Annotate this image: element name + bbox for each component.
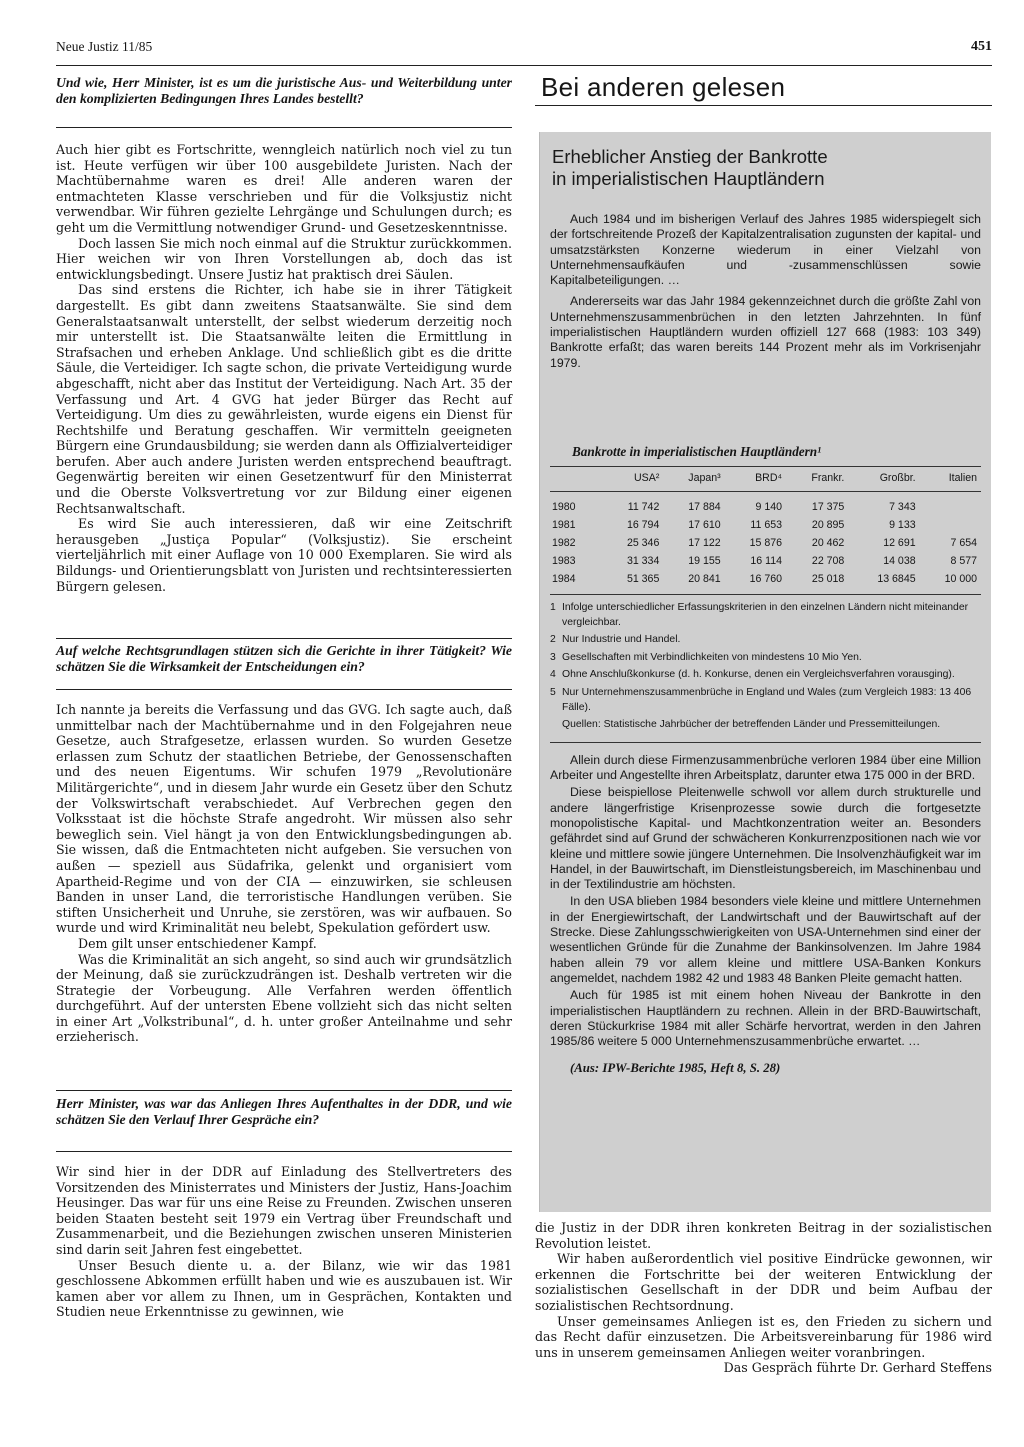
table-cell: 1984 bbox=[550, 570, 602, 595]
table-cell: 1983 bbox=[552, 555, 576, 567]
footnote-number bbox=[550, 718, 562, 733]
footnote-number: 4 bbox=[550, 669, 556, 681]
table-cell: 14 038 bbox=[883, 555, 916, 567]
table-cell: 1981 bbox=[552, 519, 576, 531]
paragraph: Diese beispiellose Pleitenwelle schwoll vor allem durch strukturelle und andere längerfristige Krisenprozesse sowie durch die fortgesetzte monopolistische Kapital- und Machtkonzentration weiter an. Besonders gefährdet sind auf Grund der schwächeren Konkurrenzpositionen nach wie vor kleine und mittlere sowie jüngere Unternehmen. Die Insolvenzhäufigkeit war im Handel, in der Bauwirtschaft, im Dienstleistungsbereich, im Maschinenbau und in der Textilindustrie am höchsten. bbox=[550, 785, 981, 892]
paragraph: Auch 1984 und im bisherigen Verlauf des Jahres 1985 widerspiegelt sich der fortschreitende Prozeß der Kapitalzentralisation zugunsten der kapital- und umsatzstärksten Konzerne wiederum in einer Vielzahl von Unternehmensaufkäufen und -zusammenschlüssen sowie Kapitalbeteiligungen. … bbox=[550, 212, 981, 288]
paragraph: Unser gemeinsames Anliegen ist es, den Frieden zu sichern und das Recht dafür einzusetzen. Die Arbeitsvereinbarung für 1986 wird uns in unserem gemeinsamen Anliegen weiter voranbringen. bbox=[535, 1313, 992, 1360]
paragraph: Das sind erstens die Richter, ich habe sie in ihrer Tätigkeit dargestellt. Es gibt dann zweitens Staatsanwälte. Sie sind dem Generalstaatsanwalt unterstellt, der selbst wiederum derzeitig noch mir unterstellt ist. Die Staatsanwälte leiten die Ermittlung in Strafsachen und erheben Anklage. Und schließlich gibt es die dritte Säule, die Verteidiger. Ich sagte schon, die private Verteidigung wurde abgeschafft, nicht aber das Institut der Verteidigung. Nach Art. 35 der Verfassung und Art. 4 GVG hat jeder Bürger das Recht auf Verteidigung. Um dies zu gewährleisten, wurde eigens ein Dienst für Rechtshilfe und Beratung geschaffen. Wir vermitteln geeigneten Bürgern eine Grundausbildung; sie werden dann als Offizialverteidiger berufen. Aber auch andere Juristen werden entsprechend beauftragt. Gegenwärtig bereiten wir einen Gesetzentwurf für den Ministerrat und die Oberste Volksvertretung vor zur Bildung einer eigenen Rechtsanwaltschaft. bbox=[56, 282, 512, 516]
column-header: Italien bbox=[920, 467, 981, 492]
table-row bbox=[550, 492, 981, 517]
table-cell bbox=[920, 492, 981, 517]
footnote bbox=[550, 651, 981, 666]
paragraph: die Justiz in der DDR ihren konkreten Beitrag in der sozialistischen Revolution leistet. bbox=[535, 1220, 992, 1251]
column-header: Großbr. bbox=[848, 467, 919, 492]
table-title: Bankrotte in imperialistischen Hauptländern¹ bbox=[572, 444, 822, 459]
interview-continuation bbox=[535, 1220, 992, 1376]
footnote-text: Infolge unterschiedlicher Erfassungskriterien in den einzelnen Ländern nicht miteinander vergleichbar. bbox=[562, 602, 969, 628]
left-column bbox=[56, 72, 512, 1372]
interview-answer-1 bbox=[56, 128, 512, 638]
excerpt-box bbox=[539, 132, 991, 1212]
table-cell: 20 462 bbox=[811, 537, 845, 549]
interview-question-3: Herr Minister, was war das Anliegen Ihres Aufenthaltes in der DDR, und wie schätzen Sie den Verlauf Ihrer Gespräche ein? bbox=[56, 1090, 512, 1152]
table-cell: 16 794 bbox=[626, 519, 660, 531]
paragraph: Auch für 1985 ist mit einem hohen Niveau der Bankrotte in den imperialistischen Hauptländern zu rechnen. Allein in der BRD-Bauwirtschaft, deren Stückurkrise 1984 mit aller Schärfe hervortrat, werden in den Jahren 1985/86 weitere 5 000 Unternehmenszusammenbrüche erwartet. … bbox=[550, 988, 981, 1049]
paragraph: Wir sind hier in der DDR auf Einladung des Stellvertreters des Vorsitzenden des Ministerrates und Ministers der Justiz, Hans-Joachim Heusinger. Das war für uns eine Reise zu Freunden. Zwischen unseren beiden Staaten besteht seit 1979 ein Vertrag über Freundschaft und Zusammenarbeit, und die Beziehungen zwischen unseren Ministerien sind darin seit Jahren fest eingebettet. bbox=[56, 1164, 512, 1257]
table-cell: 51 365 bbox=[602, 570, 663, 595]
table-row bbox=[550, 552, 981, 570]
table-cell: 20 841 bbox=[663, 570, 724, 595]
footnote bbox=[550, 668, 981, 683]
table-cell: 12 691 bbox=[883, 537, 916, 549]
table-cell: 1980 bbox=[552, 501, 576, 513]
footnote-text: Quellen: Statistische Jahrbücher der betreffenden Länder und Pressemitteilungen. bbox=[562, 719, 941, 731]
table-cell: 11 742 bbox=[627, 501, 660, 513]
right-column bbox=[535, 72, 992, 1376]
interview-question-1: Und wie, Herr Minister, ist es um die juristische Aus- und Weiterbildung unter den komplizierten Bedingungen Ihres Landes bestellt? bbox=[56, 72, 512, 128]
interview-answer-2 bbox=[56, 690, 512, 1090]
paragraph: Andererseits war das Jahr 1984 gekennzeichnet durch die größte Zahl von Unternehmenszusammenbrüchen in den letzten Jahrzehnten. In fünf imperialistischen Hauptländern wurden offiziell 127 668 (1983: 103 349) Bankrotte erfaßt; das waren bereits 144 Prozent mehr als im Vorkrisenjahr 1979. bbox=[550, 294, 981, 370]
paragraph: Wir haben außerordentlich viel positive Eindrücke gewonnen, wir erkennen die Fortschritte bei der weiteren Entwicklung der sozialistischen Gesellschaft in der DDR und beim Aufbau der sozialistischen Rechtsordnung. bbox=[535, 1251, 992, 1313]
table-cell: 10 000 bbox=[920, 570, 981, 595]
paragraph: Auch hier gibt es Fortschritte, wenngleich natürlich noch viel zu tun ist. Heute verfügen wir über 100 ausgebildete Juristen. Nach der Machtübernahme waren es drei! Alle anderen waren der entmachteten Klasse verschrieben und für die Volksjustiz nicht verwendbar. Wir führen gezielte Lehrgänge und Schulungen durch; es geht um die Vermittlung notwendiger Grund- und Gesetzeskenntnisse. bbox=[56, 142, 512, 235]
column-header: Frankr. bbox=[786, 467, 848, 492]
paragraph: Dem gilt unser entschiedener Kampf. bbox=[78, 935, 317, 951]
paragraph: Ich nannte ja bereits die Verfassung und das GVG. Ich sagte auch, daß unmittelbar nach der Machtübernahme und in den Folgejahren neue Gesetze, auch Strafgesetze, erlassen wurden. So wurden Gesetze erlassen zum Schutz der staatlichen Betriebe, der Genossenschaften und des neuen Eigentums. Wir schufen 1979 „Revolutionäre Militärgerichte“, und in diesem Jahr wurde ein Gesetz über den Schutz der Volkswirtschaft verabschiedet. Auf Verbrechen gegen den Volksstaat ist die höchste Strafe angedroht. Wir müssen also sehr beweglich sein. Viel hängt ja von den Entwicklungsbedingungen ab. Sie wissen, daß die Entmachteten nicht aufgeben. Sie versuchen von außen — speziell aus Südafrika, gelenkt und organisiert vom Apartheid-Regime und von der CIA — einzuwirken, sie schleusen Banden in unser Land, die terroristische Handlungen verüben. Sie stiften Unsicherheit und Unruhe, sie zerstören, was wir aufbauen. So wurde und wird Kriminalität neu belebt, Spekulation gefördert usw. bbox=[56, 702, 512, 936]
footnote-number: 5 bbox=[550, 686, 556, 698]
table-cell: 31 334 bbox=[626, 555, 660, 567]
footnote-number: 1 bbox=[550, 602, 556, 613]
section-title: Bei anderen gelesen bbox=[535, 72, 992, 106]
table-header-row bbox=[550, 467, 981, 492]
footnote-sources bbox=[550, 718, 981, 733]
paragraph: Allein durch diese Firmenzusammenbrüche verloren 1984 über eine Million Arbeiter und Angestellte ihren Arbeitsplatz, darunter etwa 175 000 in der BRD. bbox=[550, 752, 981, 783]
table-cell: 17 610 bbox=[688, 519, 721, 531]
paragraph: In den USA blieben 1984 besonders viele kleine und mittlere Unternehmen in der Energiewirtschaft, der Landwirtschaft und der Bauwirtschaft auf der Strecke. Diese Zahlungsschwierigkeiten von USA-Unternehmen sind einer der wesentlichen Gründe für die Zunahme der Bankinsolvenzen. Im Jahre 1984 haben allein 79 vor allem kleine und mittlere USA-Banken Konkurs angemeldet, nachdem 1982 42 und 1983 48 Banken Pleite gemacht hatten. bbox=[550, 894, 981, 985]
page-header bbox=[56, 38, 992, 66]
table-footnotes bbox=[550, 601, 981, 743]
column-header: USA² bbox=[602, 467, 663, 492]
table-row bbox=[550, 516, 981, 534]
table-cell: 7 343 bbox=[889, 501, 916, 513]
table-cell: 16 760 bbox=[725, 570, 786, 595]
table-row bbox=[550, 570, 981, 595]
footnote-text: Nur Industrie und Handel. bbox=[562, 634, 681, 646]
excerpt-intro bbox=[550, 202, 981, 444]
table-cell: 17 375 bbox=[811, 501, 845, 513]
footnote bbox=[550, 686, 981, 715]
interview-answer-3 bbox=[56, 1152, 512, 1352]
bankruptcy-table bbox=[550, 466, 981, 595]
footnote-number: 3 bbox=[550, 651, 556, 663]
interview-question-2: Auf welche Rechtsgrundlagen stützen sich die Gerichte in ihrer Tätigkeit? Wie schätzen Sie die Wirksamkeit der Entscheidungen ein? bbox=[56, 638, 512, 690]
table-cell: 13 6845 bbox=[848, 570, 919, 595]
excerpt-title-line: in imperialistischen Hauptländern bbox=[552, 168, 825, 189]
excerpt-title-line: Erheblicher Anstieg der Bankrotte bbox=[552, 146, 828, 167]
table-cell: 11 653 bbox=[750, 519, 783, 531]
table-cell: 9 140 bbox=[755, 501, 783, 513]
table-cell bbox=[920, 516, 981, 534]
table-cell: 7 654 bbox=[950, 537, 977, 549]
paragraph: Unser Besuch diente u. a. der Bilanz, wie wir das 1981 geschlossene Abkommen erfüllt haben und wie es auszubauen ist. Wir kamen aber vor allem zu Ihnen, um in Gesprächen, Kontakten und Studien neue Erkenntnisse zu gewinnen, wie bbox=[56, 1257, 512, 1320]
footnote-text: Ohne Anschlußkonkurse (d. h. Konkurse, denen ein Vergleichsverfahren vorausging). bbox=[562, 669, 955, 681]
column-header bbox=[550, 467, 602, 492]
table-cell: 16 114 bbox=[750, 555, 783, 567]
table-cell: 22 708 bbox=[811, 555, 845, 567]
paragraph: Es wird Sie auch interessieren, daß wir eine Zeitschrift herausgeben „Justiça Popular“ (Volksjustiz). Sie erscheint vierteljährlich mit einer Auflage von 10 000 Exemplaren. Sie wird als Bildungs- und Orientierungsblatt von Juristen und rechtsinteressierten Bürgern gelesen. bbox=[56, 516, 512, 594]
table-cell: 17 122 bbox=[688, 537, 721, 549]
table-cell: 8 577 bbox=[950, 555, 977, 567]
footnote-text: Gesellschaften mit Verbindlichkeiten von mindestens 10 Mio Yen. bbox=[562, 651, 862, 663]
paragraph: Was die Kriminalität an sich angeht, so sind auch wir grundsätzlich der Meinung, daß sie zurückzudrängen ist. Deshalb vertreten wir die Strategie der Vorbeugung. Alle Verfahren werden öffentlich durchgeführt. Auf der untersten Ebene vollzieht sich das nicht selten in einer Art „Volkstribunal“, d. h. unter großer Anteilnahme und sehr erzieherisch. bbox=[56, 951, 512, 1045]
table-cell: 25 018 bbox=[786, 570, 848, 595]
footnote-text: Nur Unternehmenszusammenbrüche in England und Wales (zum Vergleich 1983: 13 406 Fälle). bbox=[562, 686, 972, 713]
table-cell: 20 895 bbox=[811, 519, 845, 531]
footnote bbox=[550, 601, 981, 630]
table-row bbox=[550, 534, 981, 552]
excerpt-source: (Aus: IPW-Berichte 1985, Heft 8, S. 28) bbox=[570, 1061, 781, 1076]
paragraph: Doch lassen Sie mich noch einmal auf die Struktur zurückkommen. Hier weichen wir von Ihren Vorstellungen ab, doch das ist entwicklungsbedingt. Unsere Justiz hat praktisch drei Säulen. bbox=[56, 235, 512, 282]
interviewer-signature: Das Gespräch führte Dr. Gerhard Steffens bbox=[723, 1360, 992, 1376]
excerpt-title bbox=[550, 146, 981, 202]
table-cell: 1982 bbox=[552, 537, 576, 549]
table-cell: 19 155 bbox=[688, 555, 721, 567]
table-cell: 17 884 bbox=[688, 501, 721, 513]
footnote bbox=[550, 633, 981, 648]
column-header: BRD⁴ bbox=[725, 467, 786, 492]
column-header: Japan³ bbox=[663, 467, 724, 492]
page-number: 451 bbox=[971, 39, 992, 54]
excerpt-body bbox=[550, 743, 981, 1050]
table-cell: 15 876 bbox=[749, 537, 783, 549]
footnote-number: 2 bbox=[550, 634, 556, 646]
table-cell: 9 133 bbox=[889, 519, 916, 531]
journal-issue: Neue Justiz 11/85 bbox=[56, 39, 153, 54]
table-cell: 25 346 bbox=[626, 537, 660, 549]
